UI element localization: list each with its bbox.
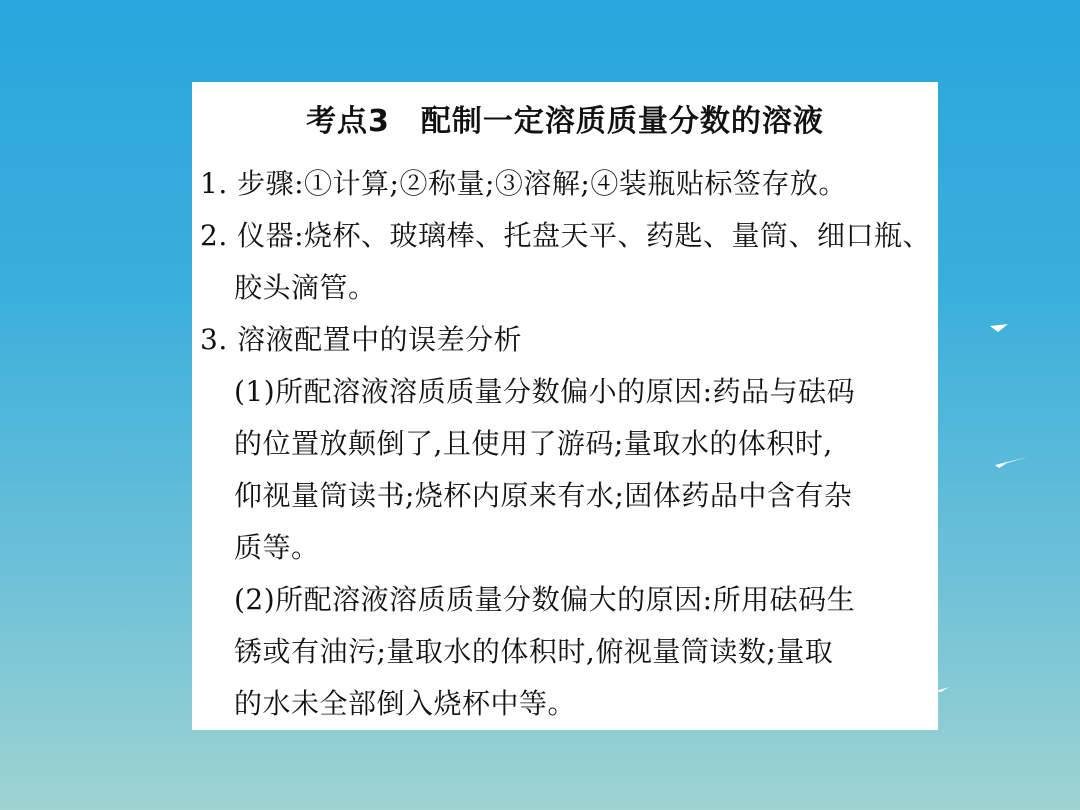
text-line-large-3: 的水未全部倒入烧杯中等。 <box>234 687 577 720</box>
content-card <box>192 82 938 730</box>
text-line-instruments: 2. 仪器:烧杯、玻璃棒、托盘天平、药匙、量筒、细口瓶、 <box>200 219 932 252</box>
decorative-bird-icon-small <box>936 686 950 694</box>
text-line-small-2: 的位置放颠倒了,且使用了游码;量取水的体积时, <box>234 427 833 460</box>
section-title: 考点3 配制一定溶质质量分数的溶液 <box>306 104 824 139</box>
text-line-large-2: 锈或有油污;量取水的体积时,俯视量筒读数;量取 <box>234 635 834 668</box>
text-line-small-4: 质等。 <box>234 531 320 564</box>
text-line-instruments-cont: 胶头滴管。 <box>234 271 377 304</box>
decorative-paper-plane-icon <box>995 455 1029 469</box>
text-line-small-1: (1)所配溶液溶质质量分数偏小的原因:药品与砝码 <box>234 375 856 408</box>
text-line-large-1: (2)所配溶液溶质质量分数偏大的原因:所用砝码生 <box>234 583 856 616</box>
text-line-error-heading: 3. 溶液配置中的误差分析 <box>200 323 523 356</box>
text-line-small-3: 仰视量筒读书;烧杯内原来有水;固体药品中含有杂 <box>234 479 853 512</box>
text-line-steps: 1. 步骤:①计算;②称量;③溶解;④装瓶贴标签存放。 <box>200 167 847 200</box>
decorative-bird-icon <box>990 322 1010 334</box>
